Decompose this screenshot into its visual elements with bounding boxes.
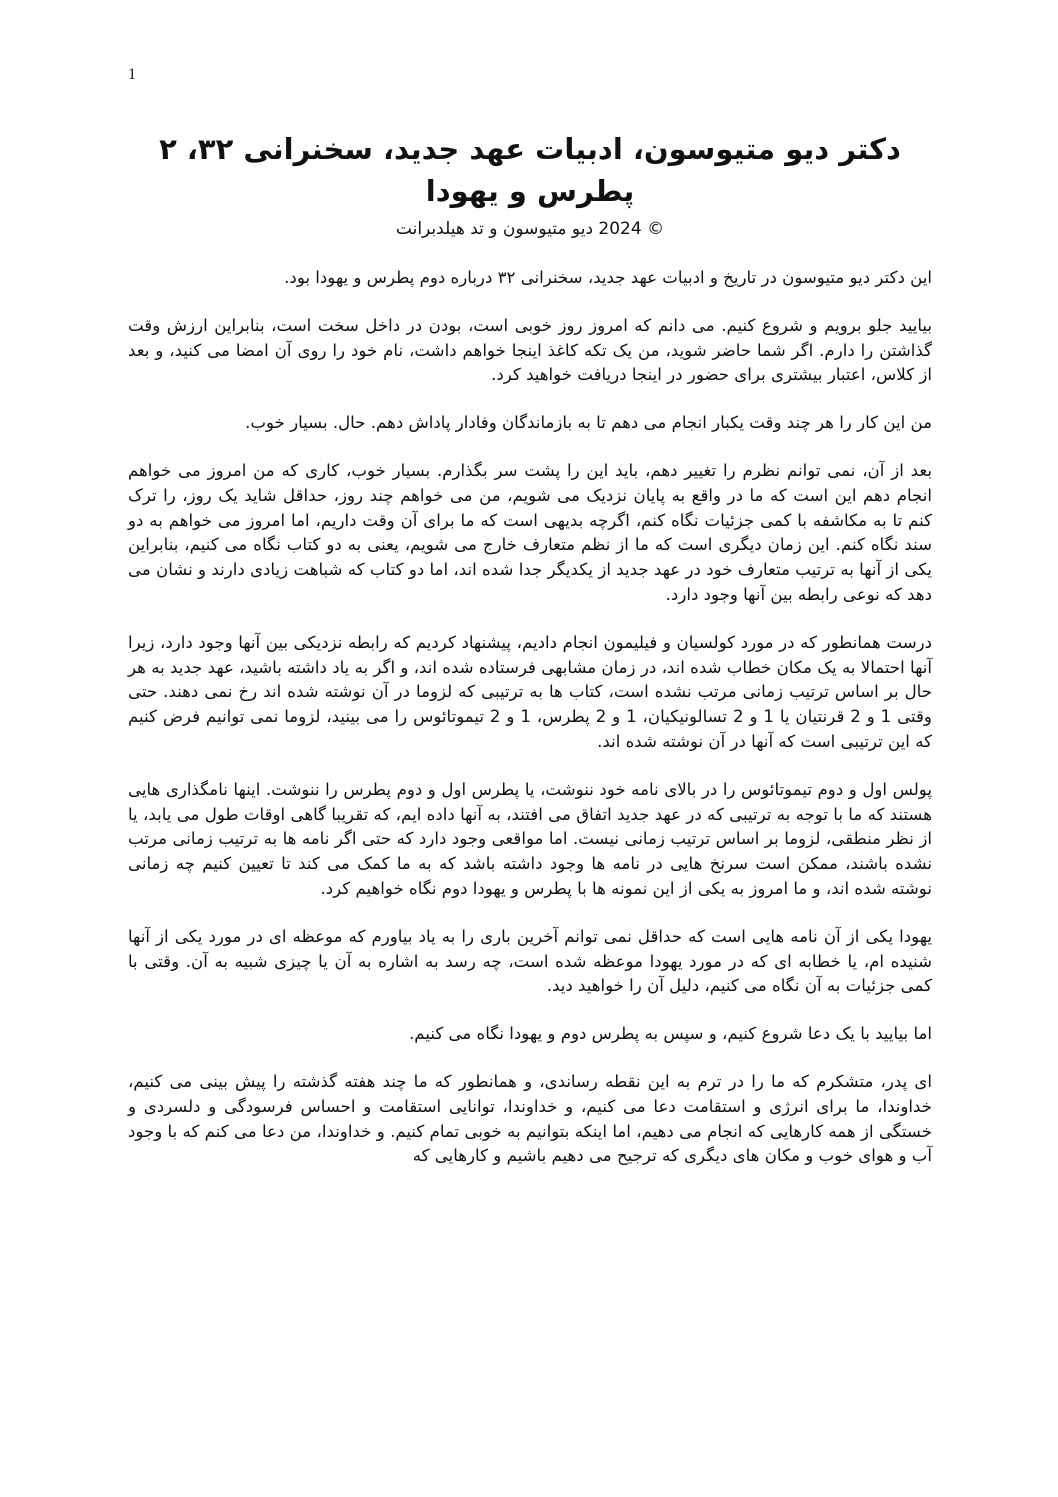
document-title: دکتر دیو متیوسون، ادبیات عهد جدید، سخنرانی ۳۲، ۲ پطرس و یهودا xyxy=(159,132,901,208)
paragraph: اما بیایید با یک دعا شروع کنیم، و سپس به پطرس دوم و یهودا نگاه می کنیم. xyxy=(409,1024,932,1044)
paragraph: بعد از آن، نمی توانم نظرم را تغییر دهم، باید این را پشت سر بگذارم. بسیار خوب، کاری که من امروز می خواهم انجام دهم این است که ما در واقع به پایان نزدیک می شویم، من می خواهم چند روز، حداقل شاید یک روز، را ترک کنم تا به مکاشفه با کمی جزئیات نگاه کنم، اگرچه بدیهی است که ما برای آن وقت داریم، اما امروز می خواهم به دو سند نگاه کنم. این زمان دیگری است که ما از نظم متعارف خارج می شویم، یعنی به دو کتاب نگاه می کنیم، بنابراین یکی از آنها به ترتیب متعارف خود در عهد جدید از یکدیگر جدا شده اند، اما دو کتاب که شباهت زیادی دارند و نشان می دهد که نوعی رابطه بین آنها وجود دارد. xyxy=(128,460,932,604)
paragraph: بیایید جلو برویم و شروع کنیم. می دانم که امروز روز خوبی است، بودن در داخل سخت است، بنابراین ارزش وقت گذاشتن را دارم. اگر شما حاضر شوید، من یک تکه کاغذ اینجا خواهم داشت، نام خود را روی آن امضا می کنید، و بعد از کلاس، اعتبار بیشتری برای حضور در اینجا دریافت خواهید کرد. xyxy=(128,315,932,385)
paragraph: ای پدر، متشکرم که ما را در ترم به این نقطه رساندی، و همانطور که ما چند هفته گذشته را پیش بینی می کنیم، خداوندا، ما برای انرژی و استقامت دعا می کنیم، و خداوندا، توانایی استقامت و احساس فرسودگی و دلسردی و خستگی از همه کارهایی که انجام می دهیم، اما اینکه بتوانیم به خوبی تمام کنیم. و خداوندا، من دعا می کنم که با وجود آب و هوای خوب و مکان های دیگری که ترجیح می دهیم باشیم و کارهایی که xyxy=(128,1071,932,1166)
copyright-line: © 2024 دیو متیوسون و تد هیلدبرانت xyxy=(395,219,665,239)
paragraph: من این کار را هر چند وقت یکبار انجام می دهم تا به بازماندگان وفادار پاداش دهم. حال. بسیار خوب. xyxy=(245,413,932,433)
paragraph: این دکتر دیو متیوسون در تاریخ و ادبیات عهد جدید، سخنرانی ۳۲ درباره دوم پطرس و یهودا بود. xyxy=(284,268,932,287)
paragraph: درست همانطور که در مورد کولسیان و فیلیمون انجام دادیم، پیشنهاد کردیم که رابطه نزدیکی بین آنها وجود دارد، زیرا آنها احتمالا به یک مکان خطاب شده اند، در زمان مشابهی فرستاده شده اند، و اگر به یاد داشته باشید، عهد جدید به هر حال بر اساس ترتیب زمانی مرتب نشده است، کتاب ها به ترتیبی که لزوما در آن نوشته شده اند رخ نمی دهند. حتی وقتی 1 و 2 قرنتیان یا 1 و 2 تسالونیکیان، 1 و 2 پطرس، 1 و 2 تیموتائوس را می بینید، لزوما نمی توانیم فرض کنیم که این ترتیبی است که آنها در آن نوشته شده اند. xyxy=(128,632,932,751)
paragraph: یهودا یکی از آن نامه هایی است که حداقل نمی توانم آخرین باری را به یاد بیاورم که موعظه ای در مورد یکی از آنها شنیده ام، یا خطابه ای که در مورد یهودا موعظه شده است، چه رسد به اشاره به آن یا چیزی شبیه به آن. وقتی با کمی جزئیات به آن نگاه می کنیم، دلیل آن را خواهید دید. xyxy=(128,926,932,996)
document-body xyxy=(128,128,932,1192)
page-number: 1 xyxy=(128,66,136,83)
paragraph: پولس اول و دوم تیموتائوس را در بالای نامه خود ننوشت، یا پطرس اول و دوم پطرس را ننوشت. اینها نامگذاری هایی هستند که ما با توجه به ترتیبی که در عهد جدید اتفاق می افتند، به آنها داده ایم، که تقریبا گاهی اوقات طول می یابد، یا از نظر منطقی، لزوما بر اساس ترتیب زمانی نیست. اما مواقعی وجود دارد که حتی اگر نامه ها به ترتیب زمانی مرتب نشده باشند، ممکن است سرنخ هایی در نامه ها وجود داشته باشد که به ما کمک می کند تا تعیین کنیم چه زمانی نوشته شده اند، و ما امروز به یکی از این نمونه ها با پطرس و یهودا دوم نگاه خواهیم کرد. xyxy=(128,779,932,898)
